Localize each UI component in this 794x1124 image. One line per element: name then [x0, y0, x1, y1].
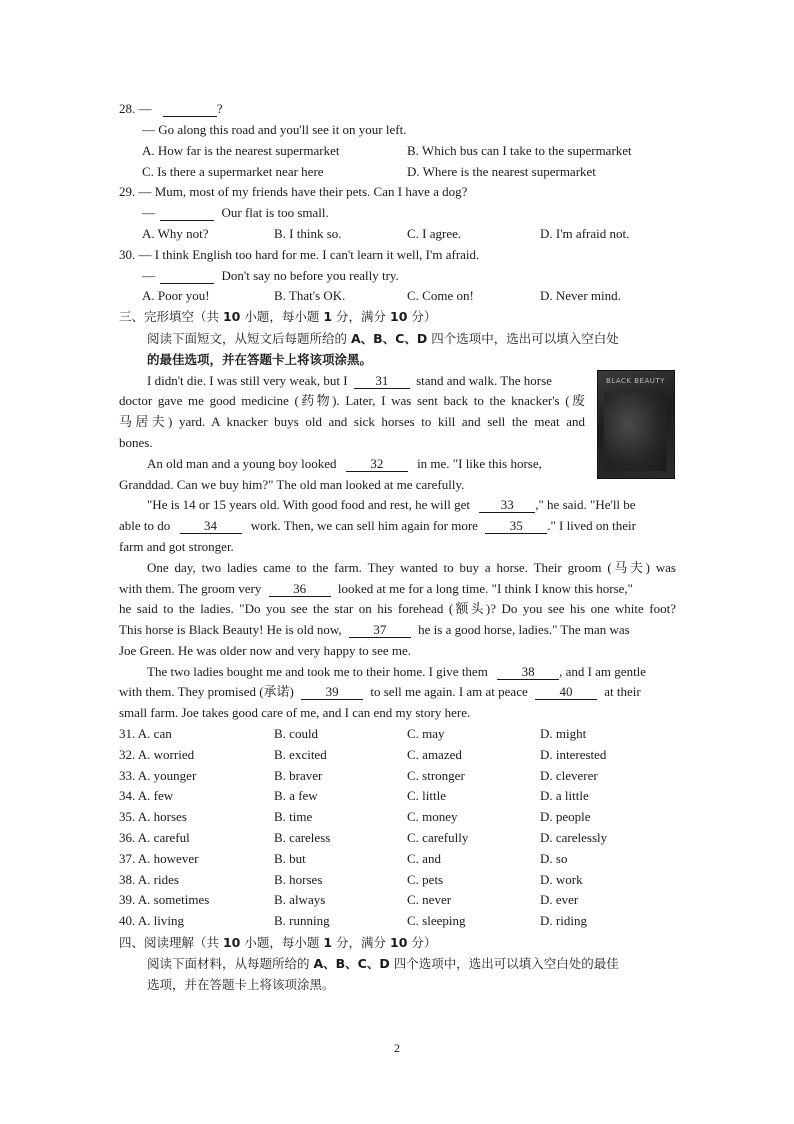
section3-heading-prefix: 三、完形填空（共 — [119, 309, 223, 324]
passage-text: ." I lived on their — [547, 518, 636, 533]
option-39-d: D. ever — [540, 892, 579, 908]
passage-text: able to do — [119, 518, 171, 533]
q30-reply: Don't say no before you really try. — [221, 268, 399, 283]
passage-text: ," he said. "He'll be — [535, 497, 636, 512]
book-cover-image — [597, 370, 675, 479]
passage-p2-line2: Granddad. Can we buy him?" The old man looked at me carefully. — [119, 477, 465, 492]
option-35-b: B. time — [274, 809, 313, 825]
passage-text: stand and walk. The horse — [416, 373, 552, 388]
option-37-b: B. but — [274, 850, 306, 866]
section3-heading-suffix: 分） — [407, 309, 437, 324]
q28-number: 28. — — [119, 101, 152, 116]
q30-dash: — — [142, 268, 155, 283]
q29-reply: Our flat is too small. — [221, 205, 329, 220]
q29-reply-line — [142, 204, 329, 222]
option-34-b: B. a few — [274, 788, 318, 804]
option-39-c: C. never — [407, 892, 452, 908]
section4-heading-suffix: 分） — [407, 935, 437, 950]
option-36-c: C. carefully — [407, 830, 469, 845]
blank-39: 39 — [301, 685, 363, 700]
section4-heading-mid: 小题，每小题 — [240, 935, 324, 950]
passage-text: This horse is Black Beauty! He is old now, — [119, 622, 342, 637]
section3-total-points: 10 — [390, 309, 408, 324]
passage-text: The two ladies bought me and took me to their home. I give them — [147, 664, 488, 679]
section4-instruction-line2 — [147, 976, 335, 994]
passage-text: with them. They promised (承诺) — [119, 684, 294, 699]
q28-stem — [119, 100, 223, 118]
section3-heading-mid: 小题，每小题 — [240, 309, 324, 324]
section4-instruction-line1 — [147, 955, 619, 973]
section3-instruction-text: 的最佳选项，并在答题卡上将该项涂黑。 — [147, 352, 373, 367]
section3-heading — [119, 308, 436, 326]
q30-option-c: C. Come on! — [407, 288, 474, 303]
q30-blank — [160, 269, 214, 284]
option-38-a: 38. A. rides — [119, 871, 179, 887]
option-38-c: C. pets — [407, 871, 444, 887]
passage-text: looked at me for a long time. "I think I know this horse," — [337, 581, 633, 596]
section4-heading-mid2: 分，满分 — [332, 935, 390, 950]
blank-33: 33 — [479, 498, 535, 513]
blank-40: 40 — [535, 685, 597, 700]
q28-option-d: D. Where is the nearest supermarket — [407, 164, 596, 179]
section3-instruction-suffix: 四个选项中，选出可以填入空白处 — [427, 331, 619, 346]
passage-p4-line5: Joe Green. He was older now and very happy to see me. — [119, 643, 412, 658]
section4-total-points: 10 — [390, 935, 408, 950]
section3-points-each: 1 — [323, 309, 333, 324]
q30-reply-line — [142, 267, 399, 285]
q28-answer-line: — Go along this road and you'll see it on your left. — [142, 122, 407, 137]
passage-p5-line3: small farm. Joe takes good care of me, and I can end my story here. — [119, 705, 471, 720]
q28-option-a: A. How far is the nearest supermarket — [142, 143, 340, 158]
blank-38: 38 — [497, 665, 559, 680]
section4-instruction-suffix: 四个选项中，选出可以填入空白处的最佳 — [389, 956, 619, 971]
blank-34: 34 — [180, 519, 242, 534]
passage-p4-line2 — [119, 580, 633, 598]
option-33-c: C. stronger — [407, 767, 465, 783]
option-31-d: D. might — [540, 726, 587, 741]
book-cover-title: BLACK BEAUTY — [606, 377, 665, 385]
option-39-b: B. always — [274, 892, 326, 908]
option-40-c: C. sleeping — [407, 913, 466, 929]
section4-heading-prefix: 四、阅读理解（共 — [119, 935, 223, 950]
option-33-a: 33. A. younger — [119, 767, 197, 783]
passage-text: An old man and a young boy looked — [147, 456, 337, 471]
passage-p5-line1 — [147, 663, 646, 681]
section4-instruction-prefix: 阅读下面材料，从每题所给的 — [147, 956, 314, 971]
q30-stem: 30. — I think English too hard for me. I can't learn it well, I'm afraid. — [119, 247, 480, 262]
q29-option-a: A. Why not? — [142, 226, 209, 241]
q30-option-d: D. Never mind. — [540, 288, 621, 303]
option-31-c: C. may — [407, 726, 445, 741]
q29-stem: 29. — Mum, most of my friends have their pets. Can I have a dog? — [119, 184, 468, 199]
passage-p1-line2: doctor gave me good medicine (药物). Later, I was sent back to the knacker's (废 — [119, 393, 585, 408]
option-31-b: B. could — [274, 726, 319, 741]
option-37-c: C. and — [407, 850, 441, 866]
option-40-d: D. riding — [540, 913, 587, 929]
option-39-a: 39. A. sometimes — [119, 892, 210, 908]
passage-p4-line1: One day, two ladies came to the farm. They wanted to buy a horse. Their groom (马夫) was — [147, 560, 676, 575]
blank-35: 35 — [485, 519, 547, 534]
option-32-a: 32. A. worried — [119, 746, 195, 762]
option-35-c: C. money — [407, 809, 458, 825]
page-number: 2 — [394, 1041, 400, 1055]
q29-blank — [160, 206, 214, 221]
option-36-a: 36. A. careful — [119, 830, 190, 845]
q28-option-c: C. Is there a supermarket near here — [142, 164, 324, 179]
option-32-b: B. excited — [274, 746, 327, 762]
section4-instruction-text: 选项，并在答题卡上将该项涂黑。 — [147, 977, 335, 992]
passage-p3-line2 — [119, 517, 636, 535]
passage-p3-line1 — [147, 496, 636, 514]
section4-heading — [119, 934, 436, 952]
passage-text: "He is 14 or 15 years old. With good food and rest, he will get — [147, 497, 470, 512]
option-37-d: D. so — [540, 850, 568, 866]
passage-text: with them. The groom very — [119, 581, 262, 596]
passage-p1-line3: 马居夫) yard. A knacker buys old and sick horses to kill and sell the meat and — [119, 414, 585, 429]
q29-option-c: C. I agree. — [407, 226, 462, 241]
q28-option-b: B. Which bus can I take to the supermarket — [407, 143, 632, 158]
passage-text: I didn't die. I was still very weak, but I — [147, 373, 348, 388]
option-40-a: 40. A. living — [119, 913, 185, 929]
section3-instruction-options: A、B、C、D — [350, 331, 428, 346]
option-36-d: D. carelessly — [540, 830, 608, 845]
passage-text: , and I am gentle — [559, 664, 647, 679]
passage-p4-line4 — [119, 621, 630, 639]
option-37-a: 37. A. however — [119, 850, 199, 866]
option-32-d: D. interested — [540, 746, 607, 762]
section3-question-count: 10 — [222, 309, 241, 324]
q29-option-b: B. I think so. — [274, 226, 342, 241]
option-36-b: B. careless — [274, 830, 331, 845]
passage-text: in me. "I like this horse, — [417, 456, 542, 471]
blank-36: 36 — [269, 582, 331, 597]
option-31-a: 31. A. can — [119, 726, 172, 741]
blank-32: 32 — [346, 457, 408, 472]
passage-text: at their — [604, 684, 641, 699]
passage-p1-line1 — [147, 372, 552, 390]
section4-points-each: 1 — [323, 935, 333, 950]
q29-dash: — — [142, 205, 155, 220]
option-33-d: D. cleverer — [540, 767, 598, 783]
option-33-b: B. braver — [274, 767, 323, 783]
passage-p3-line3: farm and got stronger. — [119, 539, 234, 554]
option-34-d: D. a little — [540, 788, 589, 804]
passage-text: work. Then, we can sell him again for more — [250, 518, 478, 533]
q30-option-a: A. Poor you! — [142, 288, 210, 303]
blank-31: 31 — [354, 374, 410, 389]
blank-37: 37 — [349, 623, 411, 638]
passage-p2-line1 — [147, 455, 542, 473]
option-40-b: B. running — [274, 913, 330, 929]
passage-p4-line3: he said to the ladies. "Do you see the star on his forehead (额头)? Do you see his one white foot? — [119, 601, 676, 616]
book-cover-illustration — [604, 393, 666, 471]
passage-p5-line2 — [119, 683, 641, 701]
passage-text: to sell me again. I am at peace — [370, 684, 528, 699]
option-32-c: C. amazed — [407, 746, 462, 762]
q29-option-d: D. I'm afraid not. — [540, 226, 630, 241]
section4-question-count: 10 — [222, 935, 241, 950]
passage-p1-line4: bones. — [119, 435, 153, 450]
q30-option-b: B. That's OK. — [274, 288, 346, 303]
option-34-a: 34. A. few — [119, 788, 174, 804]
option-35-d: D. people — [540, 809, 591, 825]
q28-blank — [163, 102, 217, 117]
option-35-a: 35. A. horses — [119, 809, 187, 825]
option-38-d: D. work — [540, 871, 583, 887]
option-38-b: B. horses — [274, 871, 323, 887]
section3-instruction-line2 — [147, 351, 372, 369]
section3-heading-mid2: 分，满分 — [332, 309, 390, 324]
passage-text: he is a good horse, ladies." The man was — [418, 622, 630, 637]
section4-instruction-options: A、B、C、D — [313, 956, 390, 971]
q28-question-mark: ? — [216, 101, 223, 116]
section3-instruction-line1 — [147, 330, 619, 348]
section3-instruction-prefix: 阅读下面短文，从短文后每题所给的 — [147, 331, 351, 346]
option-34-c: C. little — [407, 788, 446, 804]
